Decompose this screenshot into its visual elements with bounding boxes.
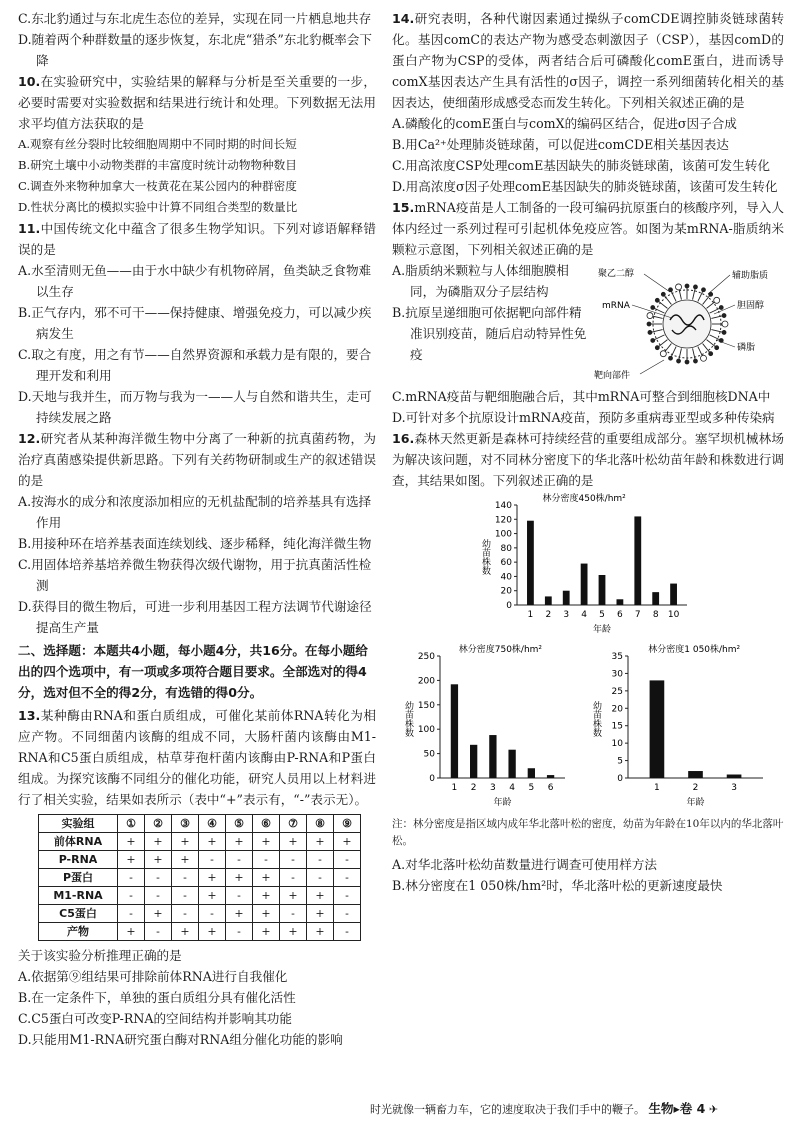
- x-tick-label: 4: [509, 783, 515, 793]
- q16-option-a: A.对华北落叶松幼苗数量进行调查可使用样方法: [392, 857, 657, 872]
- table-cell: -: [226, 923, 253, 941]
- q12-stem: [18, 428, 376, 491]
- table-cell: -: [334, 851, 361, 869]
- table-cell: -: [253, 851, 280, 869]
- y-tick-label: 0: [506, 601, 512, 611]
- table-cell: +: [145, 905, 172, 923]
- y-tick-label: 10: [611, 739, 623, 750]
- bar: [470, 745, 477, 778]
- x-tick-label: 6: [617, 610, 623, 620]
- bar: [634, 516, 641, 605]
- table-row: [39, 905, 361, 923]
- bar: [652, 592, 659, 605]
- lipid-head: [677, 359, 681, 363]
- table-cell: -: [172, 887, 199, 905]
- table-cell: +: [280, 887, 307, 905]
- y-tick-label: 100: [417, 725, 435, 736]
- q10-text: 在实验研究中，实验结果的解释与分析是至关重要的一步，必要时需要对实验数据和结果进行统计和处理。下列数据无法用求平均值方法获取的是: [18, 74, 376, 131]
- table-cell: -: [280, 905, 307, 923]
- lipid-tail: [711, 316, 722, 318]
- q13-stem: [18, 705, 376, 810]
- table-cell: +: [280, 833, 307, 851]
- lipid-head: [647, 322, 651, 326]
- bar: [599, 575, 606, 605]
- x-tick-label: 2: [545, 610, 552, 620]
- lipid-tail: [693, 348, 695, 359]
- x-tick-label: 3: [563, 610, 570, 620]
- lipid-tail: [703, 344, 710, 353]
- q13-option-a: A.依据第⑨组结果可排除前体RNA进行自我催化: [18, 969, 288, 984]
- q15-ab-text: [392, 260, 592, 386]
- q10-stem: [18, 71, 376, 134]
- table-row-header: M1-RNA: [39, 887, 118, 905]
- table-cell: +: [253, 869, 280, 887]
- lipid-head: [685, 360, 689, 364]
- table-cell: -: [118, 905, 145, 923]
- y-tick-label: 30: [611, 669, 623, 680]
- q13-option-d: D.只能用M1-RNA研究蛋白酶对RNA组分催化功能的影响: [18, 1032, 343, 1047]
- bar: [451, 684, 458, 778]
- table-cell: +: [334, 833, 361, 851]
- lipid-head: [685, 284, 689, 288]
- y-tick-label: 5: [617, 756, 623, 767]
- lipid-tail: [665, 344, 672, 353]
- table-row-header: P-RNA: [39, 851, 118, 869]
- y-tick-label: 150: [417, 700, 435, 711]
- lipid-head: [693, 359, 697, 363]
- y-tick-label: 100: [494, 529, 512, 540]
- lipid-tail: [707, 340, 716, 347]
- q12-text: 研究者从某种海洋微生物中分离了一种新的抗真菌药物，为治疗真菌感染提供新思路。下列有关药物研制或生产的叙述错误的是: [18, 431, 376, 488]
- bar: [508, 750, 515, 778]
- q16-stem: [392, 428, 784, 491]
- y-tick-label: 80: [500, 543, 512, 554]
- bar: [688, 771, 703, 778]
- lipid-head: [709, 352, 713, 356]
- table-cell: +: [172, 851, 199, 869]
- y-axis-label: 幼苗株数: [403, 701, 413, 737]
- table-cell: -: [199, 905, 226, 923]
- y-tick-label: 20: [500, 586, 512, 597]
- lipid-head: [669, 356, 673, 360]
- table-cell: ⑧: [307, 815, 334, 833]
- y-tick-label: 15: [611, 721, 623, 732]
- table-row-header: C5蛋白: [39, 905, 118, 923]
- table-cell: -: [334, 869, 361, 887]
- peg-head: [676, 284, 682, 290]
- q13-option-c: C.C5蛋白可改变P-RNA的空间结构并影响其功能: [18, 1011, 292, 1026]
- q13-number: 13.: [18, 708, 41, 723]
- x-tick-label: 3: [731, 783, 737, 793]
- q11-option-d: D.天地与我并生，而万物与我为一——人与自然和谐共生，走可持续发展之路: [18, 389, 372, 425]
- table-cell: ⑦: [280, 815, 307, 833]
- charts-bottom-row: [392, 642, 784, 812]
- q14-option-d: D.用高浓度σ因子处理comE基因缺失的肺炎链球菌，该菌可发生转化: [392, 179, 778, 194]
- table-row-header: 前体RNA: [39, 833, 118, 851]
- table-row: [39, 851, 361, 869]
- q11-number: 11.: [18, 221, 41, 236]
- y-tick-label: 200: [417, 676, 435, 687]
- q16-note: 注：林分密度是指区域内成年华北落叶松的密度，幼苗为年龄在10年以内的华北落叶松。: [392, 818, 784, 847]
- lipid-tail: [698, 347, 703, 357]
- q16-number: 16.: [392, 431, 415, 446]
- bar: [563, 591, 570, 605]
- lipid-head: [701, 288, 705, 292]
- x-tick-label: 4: [581, 610, 587, 620]
- q15-option-a: A.脂质纳米颗粒与人体细胞膜相同，为磷脂双分子层结构: [392, 263, 569, 299]
- q12-option-d: D.获得目的微生物后，可进一步利用基因工程方法调节代谢途径提高生产量: [18, 599, 372, 635]
- table-cell: +: [118, 851, 145, 869]
- lipid-head: [722, 330, 726, 334]
- y-tick-label: 40: [500, 572, 512, 583]
- table-cell: -: [334, 905, 361, 923]
- x-axis-label: 年龄: [592, 625, 612, 635]
- right-column: [392, 8, 784, 896]
- y-tick-label: 20: [611, 704, 623, 715]
- x-tick-label: 10: [667, 610, 680, 620]
- q12-option-b: B.用接种环在培养基表面连续划线、逐步稀释，纯化海洋微生物: [18, 536, 372, 551]
- lipid-tail: [659, 340, 668, 347]
- lipid-nanoparticle-figure: [592, 260, 782, 386]
- q10-option-b: B.研究土壤中小动物类群的丰富度时统计动物物种数目: [18, 158, 297, 172]
- table-cell: -: [280, 869, 307, 887]
- table-cell: +: [307, 887, 334, 905]
- lipid-tail: [707, 302, 716, 309]
- q11-text: 中国传统文化中蕴含了很多生物学知识。下列对谚语解释错误的是: [18, 221, 376, 257]
- x-tick-label: 2: [470, 783, 477, 793]
- bar: [528, 768, 535, 778]
- peg-head: [660, 351, 666, 357]
- table-cell: +: [253, 833, 280, 851]
- label-cholesterol: 胆固醇: [737, 301, 765, 311]
- q16-text: 森林天然更新是森林可持续经营的重要组成部分。塞罕坝机械林场为解决该问题，对不同林分密度下的华北落叶松幼苗年龄和株数进行调查，其结果如图。下列叙述正确的是: [392, 431, 784, 488]
- table-row: [39, 923, 361, 941]
- q10-option-d: D.性状分离比的模拟实验中计算不同组合类型的数量比: [18, 200, 298, 214]
- x-tick-label: 6: [547, 783, 554, 793]
- y-tick-label: 0: [429, 774, 435, 784]
- q10-option-c: C.调查外来物种加拿大一枝黄花在某公园内的种群密度: [18, 179, 297, 193]
- q15-number: 15.: [392, 200, 415, 215]
- table-cell: -: [307, 851, 334, 869]
- table-cell: +: [145, 833, 172, 851]
- table-cell: ⑤: [226, 815, 253, 833]
- y-axis-label: 幼苗株数: [591, 701, 601, 737]
- table-cell: +: [226, 869, 253, 887]
- y-tick-label: 60: [500, 558, 512, 569]
- x-tick-label: 1: [654, 783, 660, 793]
- label-peg: 聚乙二醇: [598, 269, 635, 279]
- q10-option-a: A.观察有丝分裂时比较细胞周期中不同时期的时间长短: [18, 137, 297, 151]
- table-cell: -: [307, 869, 334, 887]
- table-cell: -: [334, 887, 361, 905]
- table-cell: +: [199, 869, 226, 887]
- x-tick-label: 2: [692, 783, 699, 793]
- table-cell: -: [172, 869, 199, 887]
- table-cell: +: [172, 833, 199, 851]
- table-row-header: P蛋白: [39, 869, 118, 887]
- bar: [489, 735, 496, 778]
- table-cell: ⑥: [253, 815, 280, 833]
- page-footer: [370, 1098, 718, 1120]
- q13-text: 某种酶由RNA和蛋白质组成，可催化某前体RNA转化为相应产物。不同细菌内该酶的组成不同，大肠杆菌内该酶由M1-RNA和C5蛋白质组成，枯草芽孢杆菌内该酶由P-RNA和P蛋白组成。为探究该酶不同组分的催化功能，研究人员用以上材料进行了相关实验，结果如表所示（表中“+”表示有，“-”表示无）。: [18, 708, 376, 807]
- table-cell: +: [118, 833, 145, 851]
- y-tick-label: 25: [611, 686, 623, 697]
- q12-number: 12.: [18, 431, 41, 446]
- table-cell: +: [199, 923, 226, 941]
- table-cell: +: [199, 887, 226, 905]
- x-tick-label: 3: [490, 783, 496, 793]
- q11-option-b: B.正气存内，邪不可干——保持健康、增强免疫力，可以减少疾病发生: [18, 305, 372, 341]
- peg-head: [714, 297, 720, 303]
- x-axis-label: 年龄: [686, 798, 705, 808]
- chart-density-1050: [588, 642, 784, 812]
- x-tick-label: 5: [528, 783, 535, 793]
- lipid-head: [715, 346, 719, 350]
- footer-subject: 生物▸卷 4: [648, 1101, 706, 1116]
- bar: [527, 521, 534, 605]
- q14-option-b: B.用Ca²⁺处理肺炎链球菌，可以促进comCDE相关基因表达: [392, 137, 729, 152]
- lipid-tail: [665, 296, 672, 305]
- x-tick-label: 1: [527, 610, 534, 620]
- q15-option-b: B.抗原呈递细胞可依据靶向部件精准识别疫苗，随后启动特异性免疫: [392, 305, 587, 362]
- table-cell: ④: [199, 815, 226, 833]
- bar: [616, 599, 623, 605]
- table-cell: -: [118, 869, 145, 887]
- lipid-head: [648, 330, 652, 334]
- q14-stem: [392, 8, 784, 113]
- lipid-head: [722, 314, 726, 318]
- chart-title: 林分密度450株/hm²: [542, 494, 626, 504]
- table-row-header: 产物: [39, 923, 118, 941]
- lipid-tail: [671, 292, 676, 302]
- q15-stem: [392, 197, 784, 260]
- q15-option-d: D.可针对多个抗原设计mRNA疫苗，预防多重病毒亚型或多种传染病: [392, 410, 775, 425]
- q15-text: mRNA疫苗是人工制备的一段可编码抗原蛋白的核酸序列，导入人体内经过一系列过程可引起机体免疫应答。如图为某mRNA-脂质纳米颗粒示意图，下列相关叙述正确的是: [392, 200, 784, 257]
- table-cell: -: [145, 869, 172, 887]
- y-tick-label: 250: [417, 652, 435, 662]
- table-cell: +: [199, 833, 226, 851]
- lipid-tail: [659, 302, 668, 309]
- table-cell: ②: [145, 815, 172, 833]
- q9-option-c: C.东北豹通过与东北虎生态位的差异，实现在同一片栖息地共存: [18, 11, 372, 26]
- bar: [545, 596, 552, 605]
- q15-ab-block: [392, 260, 784, 386]
- q14-option-a: A.磷酸化的comE蛋白与comX的编码区结合，促进σ因子合成: [392, 116, 737, 131]
- bar: [581, 564, 588, 605]
- lipid-tail: [671, 347, 676, 357]
- bar: [650, 680, 665, 778]
- lipid-head: [651, 306, 655, 310]
- table-cell: -: [226, 851, 253, 869]
- peg-head: [722, 321, 728, 327]
- lipid-head: [651, 338, 655, 342]
- table-row: [39, 815, 361, 833]
- q13-experiment-table: [38, 814, 361, 941]
- q16-option-b: B.林分密度在1 050株/hm²时，华北落叶松的更新速度最快: [392, 878, 723, 893]
- lipid-tail: [703, 296, 710, 305]
- table-row: [39, 833, 361, 851]
- q11-option-a: A.水至清则无鱼——由于水中缺少有机物碎屑，鱼类缺乏食物难以生存: [18, 263, 372, 299]
- lipid-head: [693, 285, 697, 289]
- q12-option-c: C.用固体培养基培养微生物获得次级代谢物，用于抗真菌活性检测: [18, 557, 372, 593]
- q9-option-d: D.随着两个种群数量的逐步恢复，东北虎“猎杀”东北豹概率会下降: [18, 32, 372, 68]
- q13-lead: 关于该实验分析推理正确的是: [18, 948, 182, 963]
- table-cell: -: [145, 923, 172, 941]
- label-mrna: mRNA: [602, 301, 630, 311]
- label-helper-lipid: 辅助脂质: [732, 271, 769, 281]
- table-row-header: 实验组: [39, 815, 118, 833]
- q12-option-a: A.按海水的成分和浓度添加相应的无机盐配制的培养基具有选择作用: [18, 494, 372, 530]
- label-targeting: 靶向部件: [594, 371, 631, 381]
- chart-density-750: [392, 642, 588, 812]
- table-cell: +: [280, 923, 307, 941]
- q14-option-c: C.用高浓度CSP处理comE基因缺失的肺炎链球菌，该菌可发生转化: [392, 158, 770, 173]
- bar: [727, 775, 742, 778]
- nanoparticle-diagram: [647, 284, 728, 364]
- section-2-header: 二、选择题：本题共4小题，每小题4分，共16分。在每小题给出的四个选项中，有一项或多项符合题目要求。全部选对的得4分，选对但不全的得2分，有选错的得0分。: [18, 643, 368, 700]
- footer-motto: 时光就像一辆畜力车，它的速度取决于我们手中的鞭子。: [370, 1103, 645, 1116]
- x-tick-label: 1: [451, 783, 458, 793]
- table-cell: +: [307, 923, 334, 941]
- table-cell: +: [253, 887, 280, 905]
- y-tick-label: 35: [611, 652, 623, 662]
- x-axis-label: 年龄: [493, 798, 512, 808]
- peg-head: [647, 313, 653, 319]
- y-tick-label: 50: [423, 749, 435, 760]
- paper-plane-icon: ✈: [708, 1103, 719, 1116]
- x-tick-label: 7: [634, 610, 641, 620]
- table-cell: +: [172, 923, 199, 941]
- x-tick-label: 5: [599, 610, 605, 620]
- lipid-head: [655, 346, 659, 350]
- q15-option-c: C.mRNA疫苗与靶细胞融合后，其中mRNA可整合到细胞核DNA中: [392, 389, 771, 404]
- table-cell: ⑨: [334, 815, 361, 833]
- table-cell: +: [118, 923, 145, 941]
- table-cell: +: [226, 833, 253, 851]
- q14-number: 14.: [392, 11, 415, 26]
- table-cell: +: [307, 833, 334, 851]
- table-cell: -: [199, 851, 226, 869]
- q10-number: 10.: [18, 74, 41, 89]
- table-cell: -: [334, 923, 361, 941]
- table-cell: ①: [118, 815, 145, 833]
- y-tick-label: 0: [617, 774, 623, 784]
- table-cell: +: [145, 851, 172, 869]
- peg-head: [700, 355, 706, 361]
- lipid-head: [719, 306, 723, 310]
- y-tick-label: 140: [494, 501, 512, 511]
- lipid-head: [655, 298, 659, 302]
- table-cell: ③: [172, 815, 199, 833]
- q11-stem: [18, 218, 376, 260]
- y-axis-label: 幼苗株数: [480, 539, 490, 575]
- left-column: [18, 8, 376, 1050]
- table-cell: -: [280, 851, 307, 869]
- table-cell: -: [145, 887, 172, 905]
- q11-option-c: C.取之有度，用之有节——自然界资源和承载力是有限的，要合理开发和利用: [18, 347, 372, 383]
- bar: [547, 775, 554, 778]
- chart-title: 林分密度1 050株/hm²: [648, 645, 741, 655]
- table-cell: +: [307, 905, 334, 923]
- chart-title: 林分密度750株/hm²: [458, 645, 543, 655]
- lipid-head: [661, 292, 665, 296]
- table-row: [39, 887, 361, 905]
- x-tick-label: 8: [652, 610, 659, 620]
- table-row: [39, 869, 361, 887]
- table-cell: +: [226, 905, 253, 923]
- y-tick-label: 120: [494, 515, 512, 526]
- table-cell: -: [172, 905, 199, 923]
- chart-density-450: [392, 491, 784, 636]
- table-cell: -: [118, 887, 145, 905]
- q14-text: 研究表明，各种代谢因素通过操纵子comCDE调控肺炎链球菌转化。基因comC的表达产物为感受态刺激因子（CSP），基因comD的蛋白产物为CSP的受体，两者结合后可磷酸化comE蛋白，进而诱导comX基因表达产生具有活性的σ因子，调控一系列细菌转化相关的基因表达，使细菌形成感受态而发生转化。下列相关叙述正确的是: [392, 11, 784, 110]
- table-cell: +: [253, 905, 280, 923]
- table-cell: -: [226, 887, 253, 905]
- label-phospholipid: 磷脂: [737, 343, 756, 353]
- q13-option-b: B.在一定条件下，单独的蛋白质组分具有催化活性: [18, 990, 296, 1005]
- table-cell: +: [253, 923, 280, 941]
- bar: [670, 584, 677, 605]
